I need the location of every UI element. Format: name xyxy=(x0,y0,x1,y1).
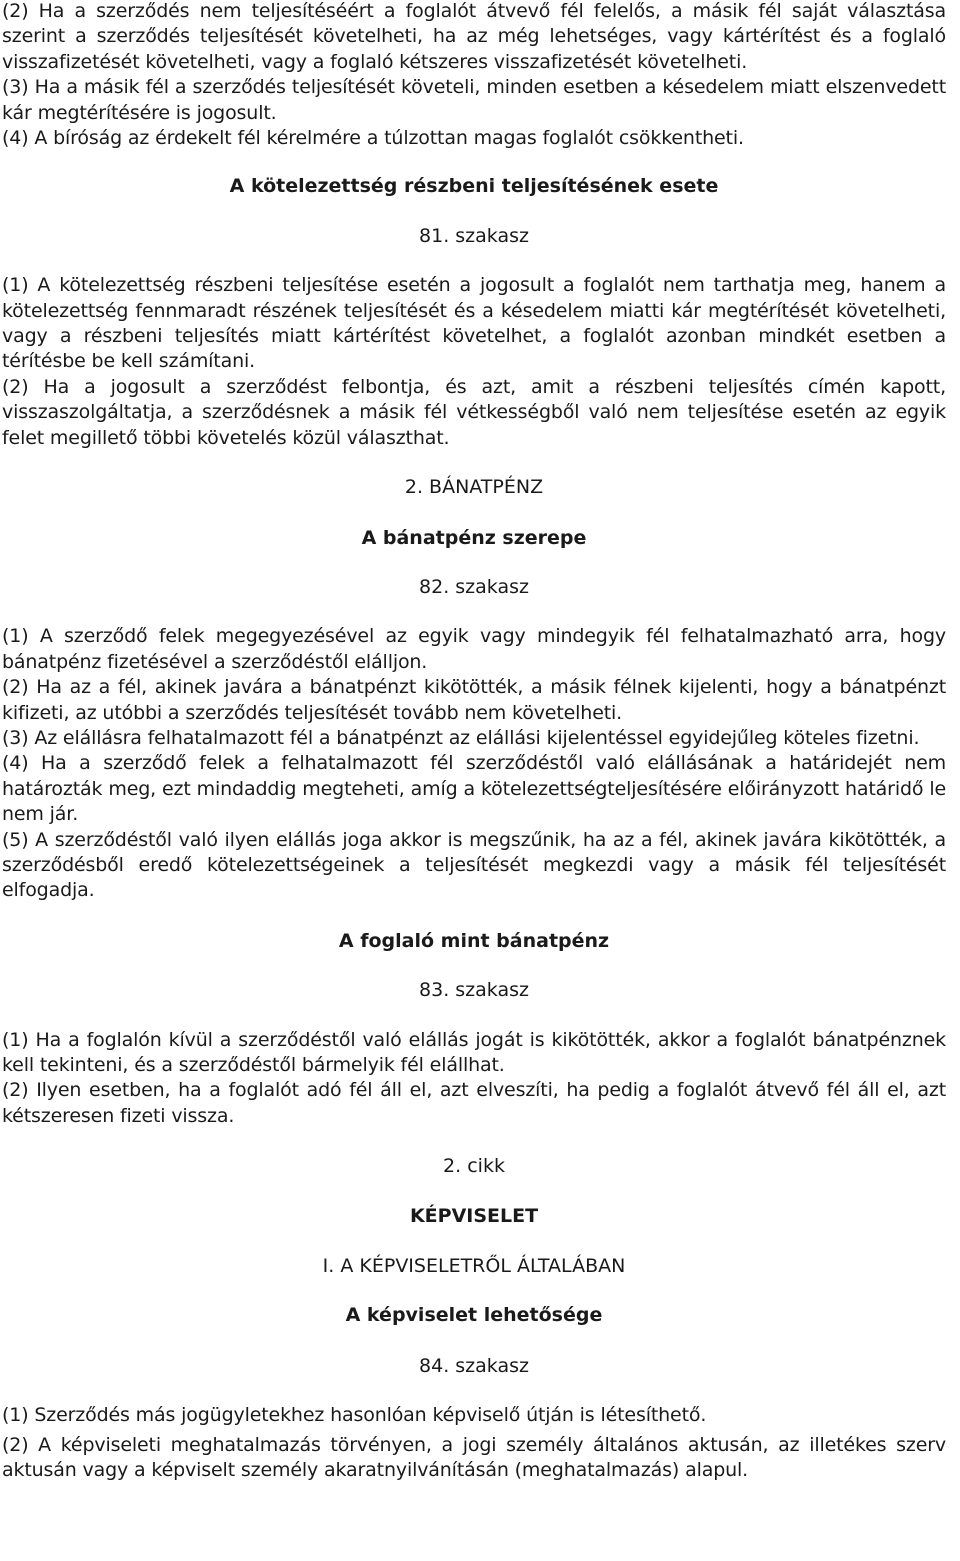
document-page xyxy=(2,0,946,1483)
paragraph-80-3: (3) Ha a másik fél a szerződés teljesítését követeli, minden esetben a késedelem miatt elszenvedett kár megtérítésére is jogosult. xyxy=(2,76,946,124)
paragraph-83-2: (2) Ilyen esetben, ha a foglalót adó fél áll el, azt elveszíti, ha pedig a foglalót átvevő fél áll el, azt kétszeresen fizeti vissza. xyxy=(2,1079,946,1127)
paragraph-80-4: (4) A bíróság az érdekelt fél kérelmére a túlzottan magas foglalót csökkentheti. xyxy=(2,127,744,150)
paragraph-83-1: (1) Ha a foglalón kívül a szerződéstől való elállás jogát is kikötötték, akkor a foglalót bánatpénznek kell tekinteni, és a szerződéstől bármelyik fél elállhat. xyxy=(2,1028,946,1076)
paragraph-82-3: (3) Az elállásra felhatalmazott fél a bánatpénzt az elállási kijelentéssel egyidejűleg köteles fizetni. xyxy=(2,726,920,749)
paragraph-81-2: (2) Ha a jogosult a szerződést felbontja, és azt, amit a részbeni teljesítés címén kapott, visszaszolgáltatja, a szerződésnek a másik fél vétkességből való nem teljesítése esetén az egyik felet megillető többi követelés közül választhat. xyxy=(2,375,946,449)
paragraph-84-2: (2) A képviseleti meghatalmazás törvényen, a jogi személy általános aktusán, az illetékes szerv aktusán vagy a képviselt személy akaratnyilvánításán (meghatalmazás) alapul. xyxy=(2,1433,946,1482)
section-number-83: 83. szakasz xyxy=(419,979,529,1002)
paragraph-82-2: (2) Ha az a fél, akinek javára a bánatpénzt kikötötték, a másik félnek kijelenti, hogy a bánatpénzt kifizeti, az utóbbi a szerződés teljesítését tovább nem követelheti. xyxy=(2,676,946,724)
section-number-84: 84. szakasz xyxy=(419,1354,529,1377)
section-number-81: 81. szakasz xyxy=(419,224,529,247)
chapter-title-banatpenz: 2. BÁNATPÉNZ xyxy=(404,476,544,499)
section-title-representation-possibility: A képviselet lehetősége xyxy=(345,1304,603,1327)
paragraph-82-5: (5) A szerződéstől való ilyen elállás joga akkor is megszűnik, ha az a fél, akinek javára kikötötték, a szerződésből eredő kötelezettségeinek a teljesítését megkezdi vagy a másik fél teljesítését elfogadja. xyxy=(2,828,946,902)
section-title-partial-performance: A kötelezettség részbeni teljesítésének esete xyxy=(229,175,719,198)
section-title-deposit-as-banatpenz: A foglaló mint bánatpénz xyxy=(338,929,610,952)
paragraph-82-1: (1) A szerződő felek megegyezésével az egyik vagy mindegyik fél felhatalmazható arra, hogy bánatpénz fizetésével a szerződéstől elálljon. xyxy=(2,625,946,673)
section-title-banatpenz-role: A bánatpénz szerepe xyxy=(361,526,587,549)
chapter-title-representation-general: I. A KÉPVISELETRŐL ÁLTALÁBAN xyxy=(322,1255,626,1278)
paragraph-81-1: (1) A kötelezettség részbeni teljesítése esetén a jogosult a foglalót nem tarthatja meg, hanem a kötelezettség fennmaradt részének teljesítését és a késedelem miatti kár megtérítését követelheti, vagy a részbeni teljesítés miatt kártérítést követelhet, a foglalót azonban mindkét esetben a térítésbe be kell számítani. xyxy=(2,274,946,373)
section-number-82: 82. szakasz xyxy=(419,575,529,598)
paragraph-82-4: (4) Ha a szerződő felek a felhatalmazott fél szerződéstől való elállásának a határidejét nem határozták meg, ezt mindaddig megteheti, amíg a kötelezettségteljesítésére előirányzott határidő le nem jár. xyxy=(2,752,946,826)
paragraph-84-1: (1) Szerződés más jogügyletekhez hasonlóan képviselő útján is létesíthető. xyxy=(2,1404,707,1427)
paragraph-80-2: (2) Ha a szerződés nem teljesítéséért a foglalót átvevő fél felelős, a másik fél saját választása szerint a szerződés teljesítését követelheti, ha az még lehetséges, vagy kártérítést és a foglaló visszafizetését követelheti, vagy a foglaló kétszeres visszafizetését követelheti. xyxy=(2,0,946,73)
article-number-2: 2. cikk xyxy=(443,1155,505,1178)
article-title-kepviselet: KÉPVISELET xyxy=(409,1204,539,1227)
